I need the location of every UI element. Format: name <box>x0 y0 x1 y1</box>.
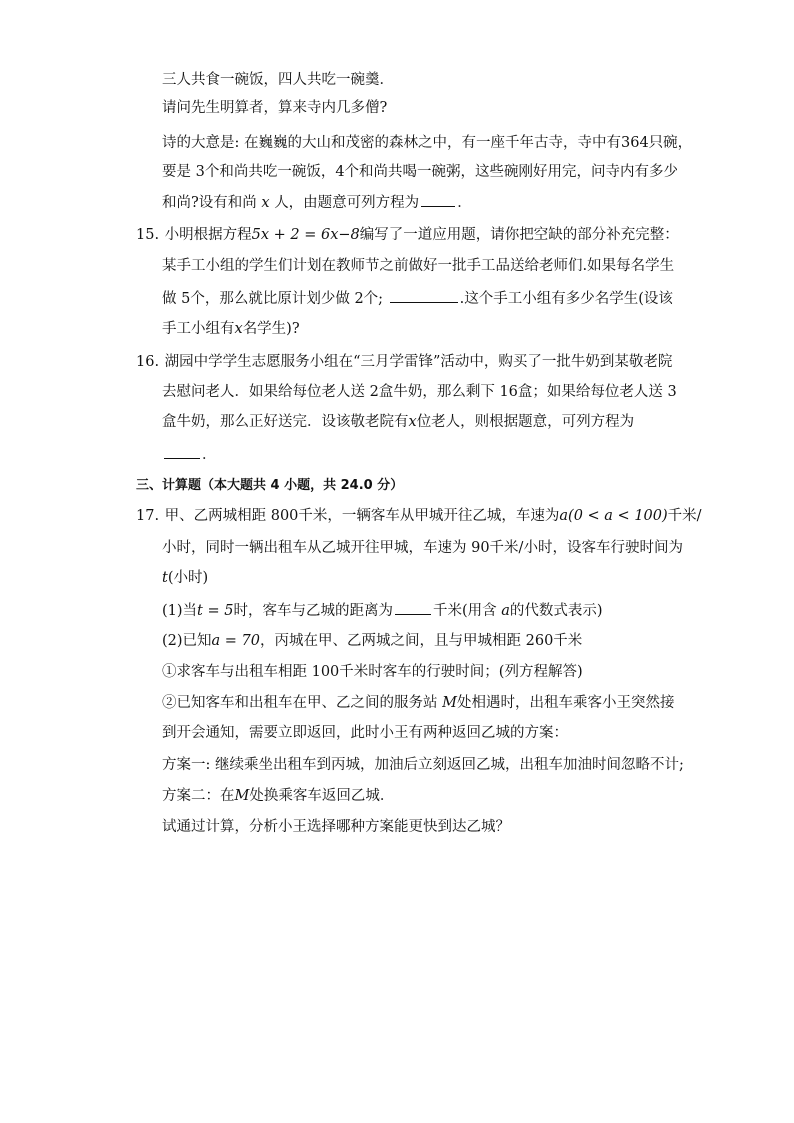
question-17-part-2 <box>162 631 582 651</box>
answer-blank[interactable] <box>164 444 200 459</box>
q17-part-1-text-4: 的代数式表示) <box>509 603 603 619</box>
poem-meaning-text: 和尚?设有和尚 <box>162 195 257 211</box>
question-17-line-3 <box>162 568 208 588</box>
poem-variable: x <box>261 195 270 211</box>
question-17-plan-1: 方案一: 继续乘坐出租车到丙城，加油后立刻返回乙城，出租车加油时间忽略不计; <box>162 757 684 773</box>
q17-text-2: 千米/ <box>667 508 702 524</box>
q17-sub-2-text: ②已知客车和出租车在甲、乙之间的服务站 <box>162 695 438 711</box>
question-17-sub-2 <box>162 693 674 713</box>
question-15-line-2: 某手工小组的学生们计划在教师节之前做好一批手工品送给老师们.如果每名学生 <box>162 258 675 274</box>
q17-part-2-text: (2)已知 <box>162 633 212 649</box>
question-number: 17. <box>136 508 160 524</box>
question-17-ask: 试通过计算，分析小王选择哪种方案能更快到达乙城？ <box>162 819 510 835</box>
poem-line-1: 三人共食一碗饭，四人共吃一碗羹． <box>162 72 394 88</box>
q17-text: 甲、乙两城相距 800千米，一辆客车从甲城开往乙城，车速为 <box>164 508 560 524</box>
q16-text-3: 位老人，则根据题意，可列方程为 <box>416 414 635 430</box>
q15-variable: x <box>234 321 243 337</box>
question-15-line-1 <box>136 225 679 245</box>
poem-meaning-text-2: 人，由题意可列方程为 <box>274 195 420 211</box>
q17-time-variable: t <box>162 570 168 586</box>
poem-period: ． <box>457 195 472 211</box>
question-16-line-1 <box>136 352 672 372</box>
poem-meaning-line-1: 诗的大意是: 在巍巍的大山和茂密的森林之中，有一座千年古寺，寺中有364只碗， <box>162 135 693 151</box>
poem-line-2: 请问先生明算者，算来寺内几多僧? <box>162 100 388 116</box>
q15-equation: 5x + 2 = 6x−8 <box>251 227 360 243</box>
q15-text-6: 名学生)? <box>242 321 300 337</box>
q17-part-1-math: t = 5 <box>197 603 234 619</box>
question-17-sub-2-line-2: 到开会通知，需要立即返回，此时小王有两种返回乙城的方案： <box>162 725 568 741</box>
question-17-line-2: 小时，同时一辆出租车从乙城开往甲城，车速为 90千米/小时，设客车行驶时间为 <box>162 540 683 556</box>
q17-plan-2-text: 方案二：在 <box>162 788 235 804</box>
q15-text-2: 编写了一道应用题，请你把空缺的部分补充完整： <box>359 227 679 243</box>
question-17-line-1 <box>136 506 702 526</box>
question-16-line-3 <box>162 412 634 432</box>
section-heading: 三、计算题（本大题共 4 小题，共 24.0 分） <box>136 478 404 493</box>
q16-variable: x <box>408 414 417 430</box>
question-number: 15. <box>136 227 160 243</box>
q17-part-2-text-2: ，丙城在甲、乙两城之间，且与甲城相距 260千米 <box>260 633 583 649</box>
question-number: 16. <box>136 354 160 370</box>
q15-text-3: 做 5个，那么就比原计划少做 2个; <box>162 291 388 307</box>
q15-text-5: 手工小组有 <box>162 321 235 337</box>
question-17-sub-1: ①求客车与出租车相距 100千米时客车的行驶时间；(列方程解答) <box>162 664 583 680</box>
question-16-line-2: 去慰问老人．如果给每位老人送 2盒牛奶，那么剩下 16盒；如果给每位老人送 3 <box>162 384 677 400</box>
q15-text: 小明根据方程 <box>164 227 252 243</box>
q16-text: 湖园中学学生志愿服务小组在“三月学雷锋”活动中，购买了一批牛奶到某敬老院 <box>164 354 673 370</box>
question-15-line-4 <box>162 319 300 339</box>
answer-blank[interactable] <box>390 288 458 303</box>
answer-blank[interactable] <box>395 600 431 615</box>
poem-meaning-line-3 <box>162 192 472 213</box>
q17-station-variable: M <box>442 695 457 711</box>
q17-part-1-text-2: 时，客车与乙城的距离为 <box>233 603 393 619</box>
question-17-part-1 <box>162 600 603 621</box>
q15-text-4: .这个手工小组有多少名学生(设该 <box>459 291 673 307</box>
q17-text-3: (小时) <box>167 570 209 586</box>
poem-meaning-line-2: 要是 3个和尚共吃一碗饭，4个和尚共喝一碗粥，这些碗刚好用完，问寺内有多少 <box>162 164 679 180</box>
question-17-plan-2 <box>162 786 394 806</box>
q17-plan-2-text-2: 处换乘客车返回乙城． <box>249 788 395 804</box>
q16-text-2: 盒牛奶，那么正好送完．设该敬老院有 <box>162 414 409 430</box>
q17-part-1-variable: a <box>501 603 510 619</box>
q17-plan-2-variable: M <box>234 788 250 804</box>
question-16-line-4 <box>162 444 217 465</box>
q17-part-1-text-3: 千米(用含 <box>432 603 497 619</box>
q16-period: ． <box>202 447 217 463</box>
q17-speed-range: a(0 < a < 100) <box>559 508 668 524</box>
q17-sub-2-text-2: 处相遇时，出租车乘客小王突然接 <box>456 695 675 711</box>
q17-part-1-text: (1)当 <box>162 603 198 619</box>
q17-part-2-math: a = 70 <box>211 633 261 649</box>
answer-blank[interactable] <box>421 192 455 207</box>
question-15-line-3 <box>162 288 673 309</box>
